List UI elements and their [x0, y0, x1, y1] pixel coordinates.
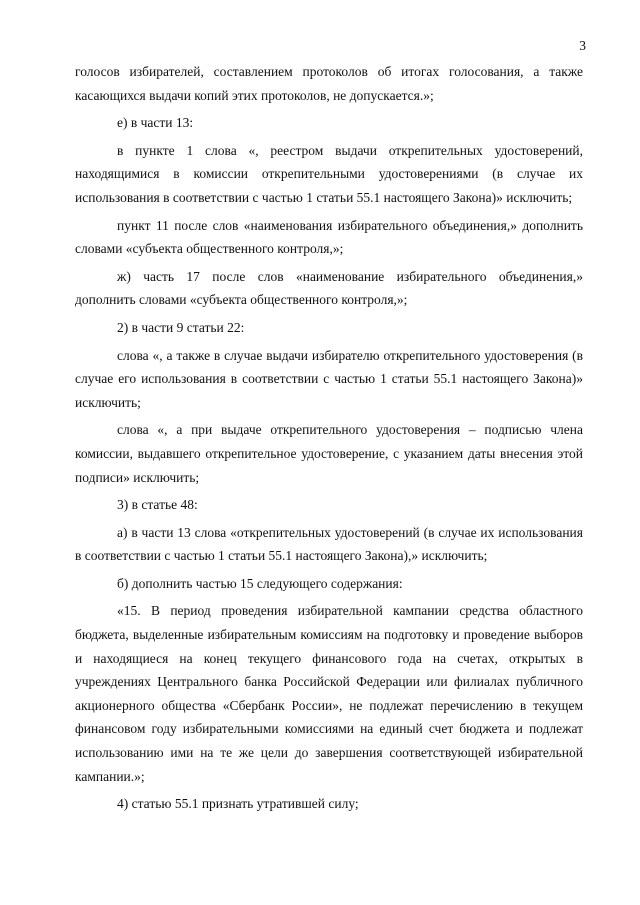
paragraph: голосов избирателей, составлением протоколов об итогах голосования, а также касающихся выдачи копий этих протоколов, не допускается.»;	[75, 64, 583, 103]
paragraph: «15. В период проведения избирательной кампании средства областного бюджета, выделенные избирательным комиссиям на подготовку и проведение выборов и находящиеся на конец текущего финансового года на счетах, открытых в учреждениях Центрального банка Российской Федерации или филиалах публичного акционерного общества «Сбербанк России», не подлежат перечислению в текущем финансовом году избирательными комиссиями на единый счет бюджета и подлежат использованию ими на те же цели до завершения соответствующей избирательной кампании.»;	[75, 603, 583, 784]
paragraph: слова «, а при выдаче открепительного удостоверения – подписью члена комиссии, выдавшего открепительное удостоверение, с указанием даты внесения этой подписи» исключить;	[75, 422, 583, 485]
page-number: 3	[579, 38, 586, 53]
paragraph: 3) в статье 48:	[117, 497, 198, 513]
paragraph: е) в части 13:	[117, 115, 194, 131]
paragraph: а) в части 13 слова «открепительных удостоверений (в случае их использования в соответствии с частью 1 статьи 55.1 настоящего Закона),» исключить;	[75, 524, 583, 564]
document-body	[75, 60, 583, 820]
paragraph: б) дополнить частью 15 следующего содержания:	[117, 575, 403, 591]
paragraph: пункт 11 после слов «наименования избирательного объединения,» дополнить словами «субъекта общественного контроля,»;	[75, 217, 583, 257]
paragraph: ж) часть 17 после слов «наименование избирательного объединения,» дополнить словами «субъекта общественного контроля,»;	[75, 268, 583, 308]
paragraph: 2) в части 9 статьи 22:	[117, 319, 245, 335]
paragraph: в пункте 1 слова «, реестром выдачи открепительных удостоверений, находящимися в комиссии открепительными удостоверениями (в случае их использования в соответствии с частью 1 статьи 55.1 настоящего Закона)» исключить;	[75, 142, 583, 205]
paragraph: 4) статью 55.1 признать утратившей силу;	[117, 796, 359, 812]
paragraph: слова «, а также в случае выдачи избирателю открепительного удостоверения (в случае его использования в соответствии с частью 1 статьи 55.1 настоящего Закона)» исключить;	[75, 347, 583, 410]
